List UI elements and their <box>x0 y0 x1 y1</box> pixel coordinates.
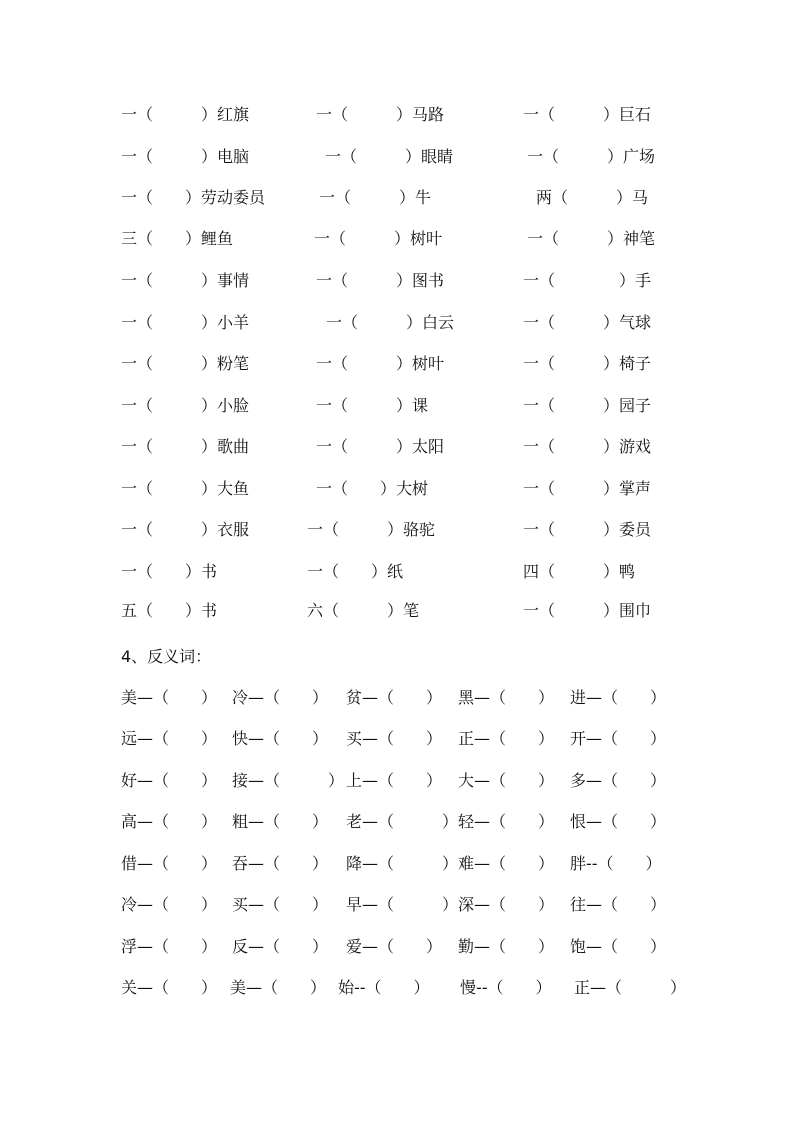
exercise-item: 一（ ）树叶 <box>314 229 443 248</box>
antonym-item: 吞—（ ） <box>232 854 329 873</box>
antonym-item: 正—（ ） <box>458 729 555 748</box>
antonym-item: 深—（ ） <box>458 895 555 914</box>
exercise-item: 一（ ）手 <box>523 271 652 290</box>
antonym-item: 胖--（ ） <box>570 854 662 873</box>
exercise-row <box>0 102 794 128</box>
exercise-row <box>0 476 794 502</box>
antonym-item: 粗—（ ） <box>232 812 329 831</box>
antonym-item: 接—（ ） <box>232 771 345 790</box>
exercise-row <box>0 393 794 419</box>
exercise-item: 一（ ）游戏 <box>523 437 652 456</box>
exercise-row <box>0 185 794 211</box>
exercise-item: 一（ ）大树 <box>316 479 429 498</box>
exercise-item: 一（ ）马路 <box>316 105 445 124</box>
antonyms-heading: 4、反义词： <box>121 647 212 666</box>
exercise-row <box>0 517 794 543</box>
exercise-item: 一（ ）广场 <box>527 147 656 166</box>
antonym-item: 老—（ ） <box>346 812 459 831</box>
exercise-item: 一（ ）神笔 <box>527 229 656 248</box>
antonym-item: 大—（ ） <box>458 771 555 790</box>
antonym-item: 勤—（ ） <box>458 937 555 956</box>
exercise-item: 两（ ）马 <box>536 188 649 207</box>
antonym-row <box>0 934 794 960</box>
exercise-row <box>0 559 794 585</box>
antonym-item: 爱—（ ） <box>346 937 443 956</box>
exercise-row <box>0 598 794 624</box>
exercise-item: 一（ ）眼睛 <box>325 147 454 166</box>
exercise-item: 一（ ）课 <box>316 396 429 415</box>
exercise-row <box>0 434 794 460</box>
exercise-item: 一（ ）巨石 <box>523 105 652 124</box>
antonym-item: 难—（ ） <box>458 854 555 873</box>
antonym-item: 美—（ ） <box>121 688 218 707</box>
exercise-item: 一（ ）事情 <box>121 271 250 290</box>
antonym-item: 慢--（ ） <box>460 978 552 997</box>
exercise-item: 一（ ）大鱼 <box>121 479 250 498</box>
antonym-item: 借—（ ） <box>121 854 218 873</box>
antonym-item: 贫—（ ） <box>346 688 443 707</box>
antonym-row <box>0 726 794 752</box>
exercise-item: 一（ ）围巾 <box>523 601 652 620</box>
exercise-row <box>0 268 794 294</box>
antonym-item: 买—（ ） <box>346 729 443 748</box>
exercise-item: 一（ ）小羊 <box>121 313 250 332</box>
exercise-item: 一（ ）图书 <box>316 271 445 290</box>
exercise-item: 一（ ）太阳 <box>316 437 445 456</box>
exercise-item: 一（ ）委员 <box>523 520 652 539</box>
antonym-item: 浮—（ ） <box>121 937 218 956</box>
antonym-row <box>0 809 794 835</box>
antonym-item: 关—（ ） <box>121 978 218 997</box>
exercise-item: 一（ ）牛 <box>319 188 432 207</box>
antonym-item: 冷—（ ） <box>121 895 218 914</box>
exercise-item: 五（ ）书 <box>121 601 218 620</box>
antonym-item: 美—（ ） <box>230 978 327 997</box>
antonym-item: 黑—（ ） <box>458 688 555 707</box>
exercise-row <box>0 351 794 377</box>
antonym-item: 往—（ ） <box>570 895 667 914</box>
antonym-row <box>0 768 794 794</box>
exercise-item: 一（ ）粉笔 <box>121 354 250 373</box>
antonym-item: 降—（ ） <box>346 854 459 873</box>
exercise-item: 四（ ）鸭 <box>523 562 636 581</box>
antonym-item: 饱—（ ） <box>570 937 667 956</box>
exercise-item: 一（ ）劳动委员 <box>121 188 266 207</box>
antonym-item: 冷—（ ） <box>232 688 329 707</box>
exercise-item: 一（ ）红旗 <box>121 105 250 124</box>
exercise-item: 一（ ）纸 <box>307 562 404 581</box>
exercise-item: 一（ ）衣服 <box>121 520 250 539</box>
antonym-item: 正—（ ） <box>574 978 687 997</box>
antonym-row <box>0 892 794 918</box>
antonym-item: 买—（ ） <box>232 895 329 914</box>
antonym-item: 高—（ ） <box>121 812 218 831</box>
antonym-item: 反—（ ） <box>232 937 329 956</box>
antonym-row <box>0 851 794 877</box>
exercise-item: 三（ ）鲤鱼 <box>121 229 234 248</box>
antonym-item: 好—（ ） <box>121 771 218 790</box>
exercise-item: 一（ ）骆驼 <box>307 520 436 539</box>
exercise-item: 一（ ）白云 <box>326 313 455 332</box>
exercise-item: 一（ ）掌声 <box>523 479 652 498</box>
antonym-item: 多—（ ） <box>570 771 667 790</box>
exercise-item: 一（ ）书 <box>121 562 218 581</box>
exercise-item: 一（ ）电脑 <box>121 147 250 166</box>
exercise-item: 一（ ）树叶 <box>316 354 445 373</box>
exercise-row <box>0 226 794 252</box>
exercise-item: 一（ ）园子 <box>523 396 652 415</box>
antonym-row <box>0 685 794 711</box>
antonym-item: 进—（ ） <box>570 688 667 707</box>
antonym-item: 始--（ ） <box>338 978 430 997</box>
antonym-item: 快—（ ） <box>232 729 329 748</box>
exercise-item: 一（ ）歌曲 <box>121 437 250 456</box>
antonym-item: 恨—（ ） <box>570 812 667 831</box>
antonym-item: 早—（ ） <box>346 895 459 914</box>
exercise-item: 六（ ）笔 <box>307 601 420 620</box>
antonym-item: 远—（ ） <box>121 729 218 748</box>
exercise-row <box>0 144 794 170</box>
exercise-item: 一（ ）小脸 <box>121 396 250 415</box>
antonym-item: 轻—（ ） <box>458 812 555 831</box>
exercise-item: 一（ ）气球 <box>523 313 652 332</box>
antonym-row <box>0 975 794 1001</box>
antonym-item: 开—（ ） <box>570 729 667 748</box>
exercise-item: 一（ ）椅子 <box>523 354 652 373</box>
antonym-item: 上—（ ） <box>346 771 443 790</box>
exercise-row <box>0 310 794 336</box>
